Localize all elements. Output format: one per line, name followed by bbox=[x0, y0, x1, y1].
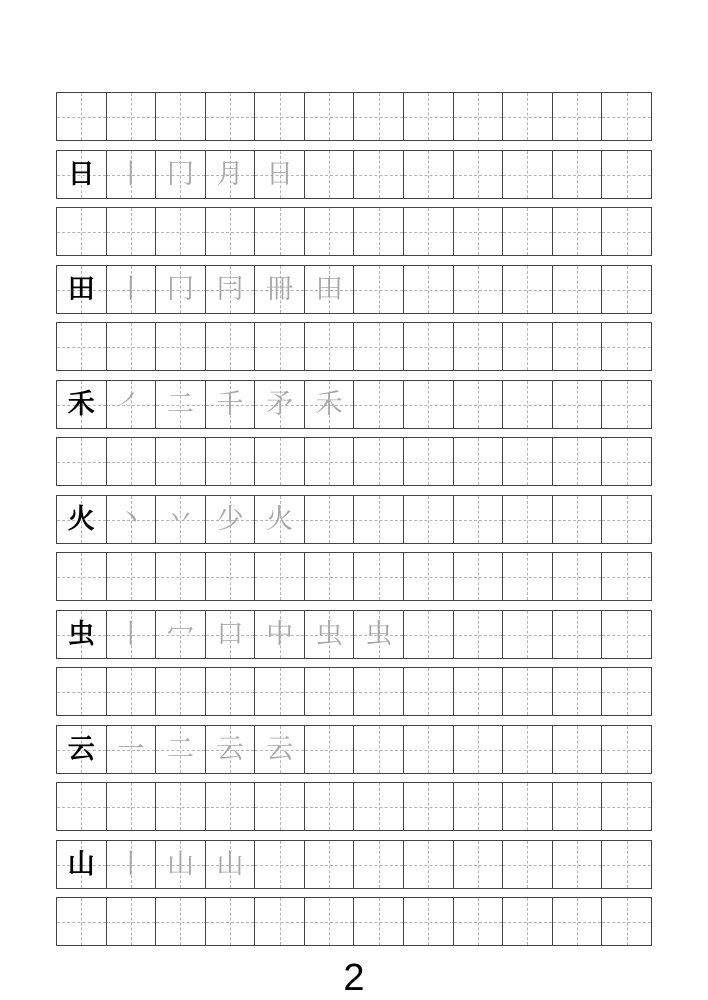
tianzige-cell bbox=[107, 438, 157, 485]
model-character: 禾 bbox=[67, 389, 95, 420]
tianzige-cell bbox=[602, 151, 651, 198]
tianzige-cell bbox=[354, 553, 404, 600]
tianzige-cell bbox=[553, 553, 603, 600]
tianzige-cell bbox=[156, 611, 206, 658]
tianzige-cell bbox=[354, 266, 404, 313]
tianzige-cell bbox=[255, 323, 305, 370]
stroke-order-step: 月 bbox=[216, 159, 244, 190]
tianzige-cell bbox=[602, 668, 651, 715]
stroke-order-step: 山 bbox=[166, 849, 194, 880]
tianzige-cell bbox=[206, 208, 256, 255]
tianzige-cell bbox=[454, 266, 504, 313]
tianzige-cell bbox=[107, 841, 157, 888]
tianzige-cell bbox=[454, 151, 504, 198]
tianzige-cell bbox=[305, 611, 355, 658]
tianzige-cell bbox=[553, 93, 603, 140]
tianzige-cell bbox=[404, 496, 454, 543]
tianzige-cell bbox=[206, 553, 256, 600]
tianzige-cell bbox=[404, 93, 454, 140]
tianzige-cell bbox=[454, 841, 504, 888]
page-number: 2 bbox=[343, 957, 365, 999]
tianzige-cell bbox=[503, 151, 553, 198]
tianzige-cell bbox=[602, 898, 651, 945]
tianzige-cell bbox=[602, 611, 651, 658]
tianzige-cell bbox=[404, 381, 454, 428]
tianzige-cell bbox=[305, 266, 355, 313]
tianzige-cell bbox=[206, 898, 256, 945]
tianzige-cell bbox=[206, 668, 256, 715]
tianzige-cell bbox=[305, 726, 355, 773]
stroke-order-step: 田 bbox=[315, 274, 343, 305]
tianzige-cell bbox=[255, 208, 305, 255]
tianzige-cell bbox=[454, 553, 504, 600]
tianzige-cell bbox=[107, 208, 157, 255]
tianzige-cell bbox=[503, 783, 553, 830]
tianzige-cell bbox=[354, 611, 404, 658]
tianzige-cell bbox=[305, 208, 355, 255]
tianzige-cell bbox=[454, 496, 504, 543]
model-character: 田 bbox=[67, 274, 95, 305]
tianzige-cell bbox=[57, 208, 107, 255]
model-character: 火 bbox=[67, 504, 95, 535]
tianzige-cell bbox=[305, 93, 355, 140]
tianzige-cell bbox=[255, 841, 305, 888]
tianzige-cell bbox=[255, 266, 305, 313]
tianzige-cell bbox=[503, 611, 553, 658]
tianzige-cell bbox=[553, 381, 603, 428]
tianzige-cell bbox=[602, 381, 651, 428]
stroke-order-step: 二 bbox=[166, 389, 194, 420]
tianzige-cell bbox=[255, 93, 305, 140]
tianzige-cell bbox=[156, 93, 206, 140]
stroke-order-step: 丨 bbox=[117, 849, 145, 880]
tianzige-cell bbox=[602, 93, 651, 140]
tianzige-cell bbox=[107, 898, 157, 945]
tianzige-cell bbox=[107, 668, 157, 715]
tianzige-cell bbox=[305, 553, 355, 600]
tianzige-cell bbox=[206, 151, 256, 198]
tianzige-cell bbox=[503, 553, 553, 600]
tianzige-cell bbox=[354, 323, 404, 370]
tianzige-cell bbox=[255, 668, 305, 715]
tianzige-cell bbox=[404, 323, 454, 370]
tianzige-cell bbox=[57, 323, 107, 370]
stroke-order-step: 山 bbox=[216, 849, 244, 880]
tianzige-cell bbox=[206, 611, 256, 658]
tianzige-cell bbox=[57, 93, 107, 140]
tianzige-cell bbox=[206, 841, 256, 888]
tianzige-cell bbox=[404, 438, 454, 485]
tianzige-cell bbox=[553, 726, 603, 773]
blank-practice-row bbox=[56, 667, 652, 716]
tianzige-cell bbox=[553, 783, 603, 830]
tianzige-cell bbox=[206, 266, 256, 313]
tianzige-cell bbox=[454, 898, 504, 945]
stroke-order-step: 云 bbox=[266, 734, 294, 765]
stroke-order-step: 千 bbox=[216, 389, 244, 420]
tianzige-cell bbox=[305, 438, 355, 485]
stroke-order-step: 虫 bbox=[315, 619, 343, 650]
tianzige-cell bbox=[255, 611, 305, 658]
stroke-order-step: 二 bbox=[166, 734, 194, 765]
tianzige-cell bbox=[156, 208, 206, 255]
tianzige-cell bbox=[156, 151, 206, 198]
tianzige-cell bbox=[454, 726, 504, 773]
stroke-order-step: 矛 bbox=[266, 389, 294, 420]
stroke-order-step: 火 bbox=[266, 504, 294, 535]
tianzige-cell bbox=[107, 381, 157, 428]
tianzige-cell bbox=[503, 93, 553, 140]
character-practice-row bbox=[56, 495, 652, 544]
tianzige-cell bbox=[553, 208, 603, 255]
tianzige-cell bbox=[57, 438, 107, 485]
character-practice-row bbox=[56, 840, 652, 889]
tianzige-cell bbox=[57, 381, 107, 428]
tianzige-cell bbox=[454, 381, 504, 428]
stroke-order-step: 丨 bbox=[117, 159, 145, 190]
tianzige-cell bbox=[404, 841, 454, 888]
blank-practice-row bbox=[56, 437, 652, 486]
tianzige-cell bbox=[553, 266, 603, 313]
tianzige-cell bbox=[255, 381, 305, 428]
tianzige-cell bbox=[305, 323, 355, 370]
tianzige-cell bbox=[553, 668, 603, 715]
tianzige-cell bbox=[156, 668, 206, 715]
tianzige-cell bbox=[602, 266, 651, 313]
tianzige-cell bbox=[354, 726, 404, 773]
tianzige-cell bbox=[404, 151, 454, 198]
character-practice-row bbox=[56, 725, 652, 774]
tianzige-cell bbox=[255, 553, 305, 600]
tianzige-cell bbox=[404, 611, 454, 658]
model-character: 山 bbox=[67, 849, 95, 880]
tianzige-cell bbox=[454, 438, 504, 485]
tianzige-cell bbox=[57, 151, 107, 198]
tianzige-cell bbox=[602, 553, 651, 600]
tianzige-cell bbox=[305, 496, 355, 543]
tianzige-cell bbox=[107, 496, 157, 543]
tianzige-cell bbox=[156, 496, 206, 543]
stroke-order-step: 禾 bbox=[315, 389, 343, 420]
tianzige-cell bbox=[107, 726, 157, 773]
tianzige-cell bbox=[454, 668, 504, 715]
blank-practice-row bbox=[56, 92, 652, 141]
tianzige-cell bbox=[404, 553, 454, 600]
tianzige-cell bbox=[156, 266, 206, 313]
tianzige-cell bbox=[602, 323, 651, 370]
tianzige-cell bbox=[354, 93, 404, 140]
tianzige-cell bbox=[156, 438, 206, 485]
tianzige-cell bbox=[553, 611, 603, 658]
tianzige-cell bbox=[57, 726, 107, 773]
tianzige-cell bbox=[553, 841, 603, 888]
tianzige-cell bbox=[553, 151, 603, 198]
character-practice-row bbox=[56, 265, 652, 314]
stroke-order-step: 虫 bbox=[365, 619, 393, 650]
tianzige-cell bbox=[503, 381, 553, 428]
stroke-order-step: 云 bbox=[216, 734, 244, 765]
blank-practice-row bbox=[56, 207, 652, 256]
model-character: 虫 bbox=[67, 619, 95, 650]
tianzige-cell bbox=[107, 553, 157, 600]
tianzige-cell bbox=[107, 93, 157, 140]
tianzige-cell bbox=[107, 611, 157, 658]
tianzige-cell bbox=[354, 898, 404, 945]
tianzige-cell bbox=[255, 783, 305, 830]
tianzige-cell bbox=[206, 323, 256, 370]
tianzige-cell bbox=[602, 841, 651, 888]
blank-practice-row bbox=[56, 322, 652, 371]
tianzige-cell bbox=[553, 898, 603, 945]
tianzige-cell bbox=[156, 726, 206, 773]
tianzige-cell bbox=[305, 841, 355, 888]
stroke-order-step: 冂 bbox=[166, 274, 194, 305]
tianzige-cell bbox=[454, 323, 504, 370]
tianzige-cell bbox=[503, 898, 553, 945]
tianzige-cell bbox=[503, 323, 553, 370]
tianzige-cell bbox=[404, 726, 454, 773]
tianzige-cell bbox=[206, 381, 256, 428]
stroke-order-step: 日 bbox=[266, 159, 294, 190]
stroke-order-step: 冖 bbox=[166, 619, 194, 650]
tianzige-cell bbox=[503, 208, 553, 255]
tianzige-cell bbox=[354, 668, 404, 715]
stroke-order-step: 丨 bbox=[117, 274, 145, 305]
tianzige-cell bbox=[206, 726, 256, 773]
tianzige-cell bbox=[305, 783, 355, 830]
stroke-order-step: 冃 bbox=[216, 274, 244, 305]
tianzige-cell bbox=[602, 438, 651, 485]
tianzige-cell bbox=[156, 841, 206, 888]
tianzige-cell bbox=[553, 323, 603, 370]
tianzige-cell bbox=[57, 898, 107, 945]
tianzige-cell bbox=[255, 151, 305, 198]
stroke-order-step: 少 bbox=[216, 504, 244, 535]
tianzige-cell bbox=[354, 151, 404, 198]
tianzige-cell bbox=[156, 553, 206, 600]
blank-practice-row bbox=[56, 897, 652, 946]
tianzige-cell bbox=[305, 151, 355, 198]
tianzige-cell bbox=[404, 783, 454, 830]
tianzige-cell bbox=[503, 266, 553, 313]
tianzige-cell bbox=[454, 611, 504, 658]
stroke-order-step: 冂 bbox=[166, 159, 194, 190]
blank-practice-row bbox=[56, 552, 652, 601]
tianzige-cell bbox=[57, 611, 107, 658]
tianzige-cell bbox=[454, 93, 504, 140]
tianzige-cell bbox=[454, 208, 504, 255]
tianzige-cell bbox=[454, 783, 504, 830]
tianzige-cell bbox=[404, 668, 454, 715]
tianzige-cell bbox=[107, 323, 157, 370]
tianzige-cell bbox=[57, 668, 107, 715]
tianzige-cell bbox=[57, 783, 107, 830]
tianzige-cell bbox=[602, 208, 651, 255]
tianzige-cell bbox=[503, 841, 553, 888]
tianzige-cell bbox=[255, 438, 305, 485]
tianzige-cell bbox=[553, 496, 603, 543]
tianzige-cell bbox=[602, 783, 651, 830]
tianzige-cell bbox=[354, 496, 404, 543]
blank-practice-row bbox=[56, 782, 652, 831]
tianzige-cell bbox=[602, 726, 651, 773]
tianzige-cell bbox=[206, 496, 256, 543]
stroke-order-step: 丶 bbox=[117, 504, 145, 535]
tianzige-cell bbox=[404, 898, 454, 945]
stroke-order-step: ㇒ bbox=[117, 389, 145, 420]
stroke-order-step: 丨 bbox=[117, 619, 145, 650]
tianzige-cell bbox=[107, 266, 157, 313]
tianzige-cell bbox=[503, 496, 553, 543]
tianzige-cell bbox=[305, 381, 355, 428]
tianzige-cell bbox=[107, 151, 157, 198]
tianzige-cell bbox=[156, 381, 206, 428]
stroke-order-step: 口 bbox=[216, 619, 244, 650]
tianzige-cell bbox=[206, 783, 256, 830]
tianzige-cell bbox=[503, 726, 553, 773]
tianzige-cell bbox=[156, 783, 206, 830]
tianzige-cell bbox=[305, 668, 355, 715]
tianzige-cell bbox=[57, 266, 107, 313]
tianzige-cell bbox=[354, 841, 404, 888]
character-practice-row bbox=[56, 610, 652, 659]
tianzige-cell bbox=[354, 438, 404, 485]
tianzige-cell bbox=[602, 496, 651, 543]
tianzige-cell bbox=[503, 438, 553, 485]
character-practice-row bbox=[56, 150, 652, 199]
tianzige-cell bbox=[57, 841, 107, 888]
stroke-order-step: 中 bbox=[266, 619, 294, 650]
stroke-order-step: 一 bbox=[117, 734, 145, 765]
tianzige-cell bbox=[553, 438, 603, 485]
tianzige-cell bbox=[255, 726, 305, 773]
tianzige-cell bbox=[57, 553, 107, 600]
tianzige-cell bbox=[156, 898, 206, 945]
tianzige-cell bbox=[305, 898, 355, 945]
tianzige-cell bbox=[503, 668, 553, 715]
character-practice-row bbox=[56, 380, 652, 429]
model-character: 云 bbox=[67, 734, 95, 765]
tianzige-cell bbox=[354, 783, 404, 830]
tianzige-cell bbox=[354, 381, 404, 428]
tianzige-cell bbox=[57, 496, 107, 543]
tianzige-cell bbox=[404, 208, 454, 255]
tianzige-cell bbox=[156, 323, 206, 370]
model-character: 日 bbox=[67, 159, 95, 190]
tianzige-cell bbox=[354, 208, 404, 255]
tianzige-cell bbox=[107, 783, 157, 830]
tianzige-cell bbox=[404, 266, 454, 313]
tianzige-cell bbox=[255, 496, 305, 543]
tianzige-cell bbox=[206, 93, 256, 140]
stroke-order-step: 冊 bbox=[266, 274, 294, 305]
stroke-order-step: 丷 bbox=[166, 504, 194, 535]
tianzige-cell bbox=[255, 898, 305, 945]
tianzige-cell bbox=[206, 438, 256, 485]
